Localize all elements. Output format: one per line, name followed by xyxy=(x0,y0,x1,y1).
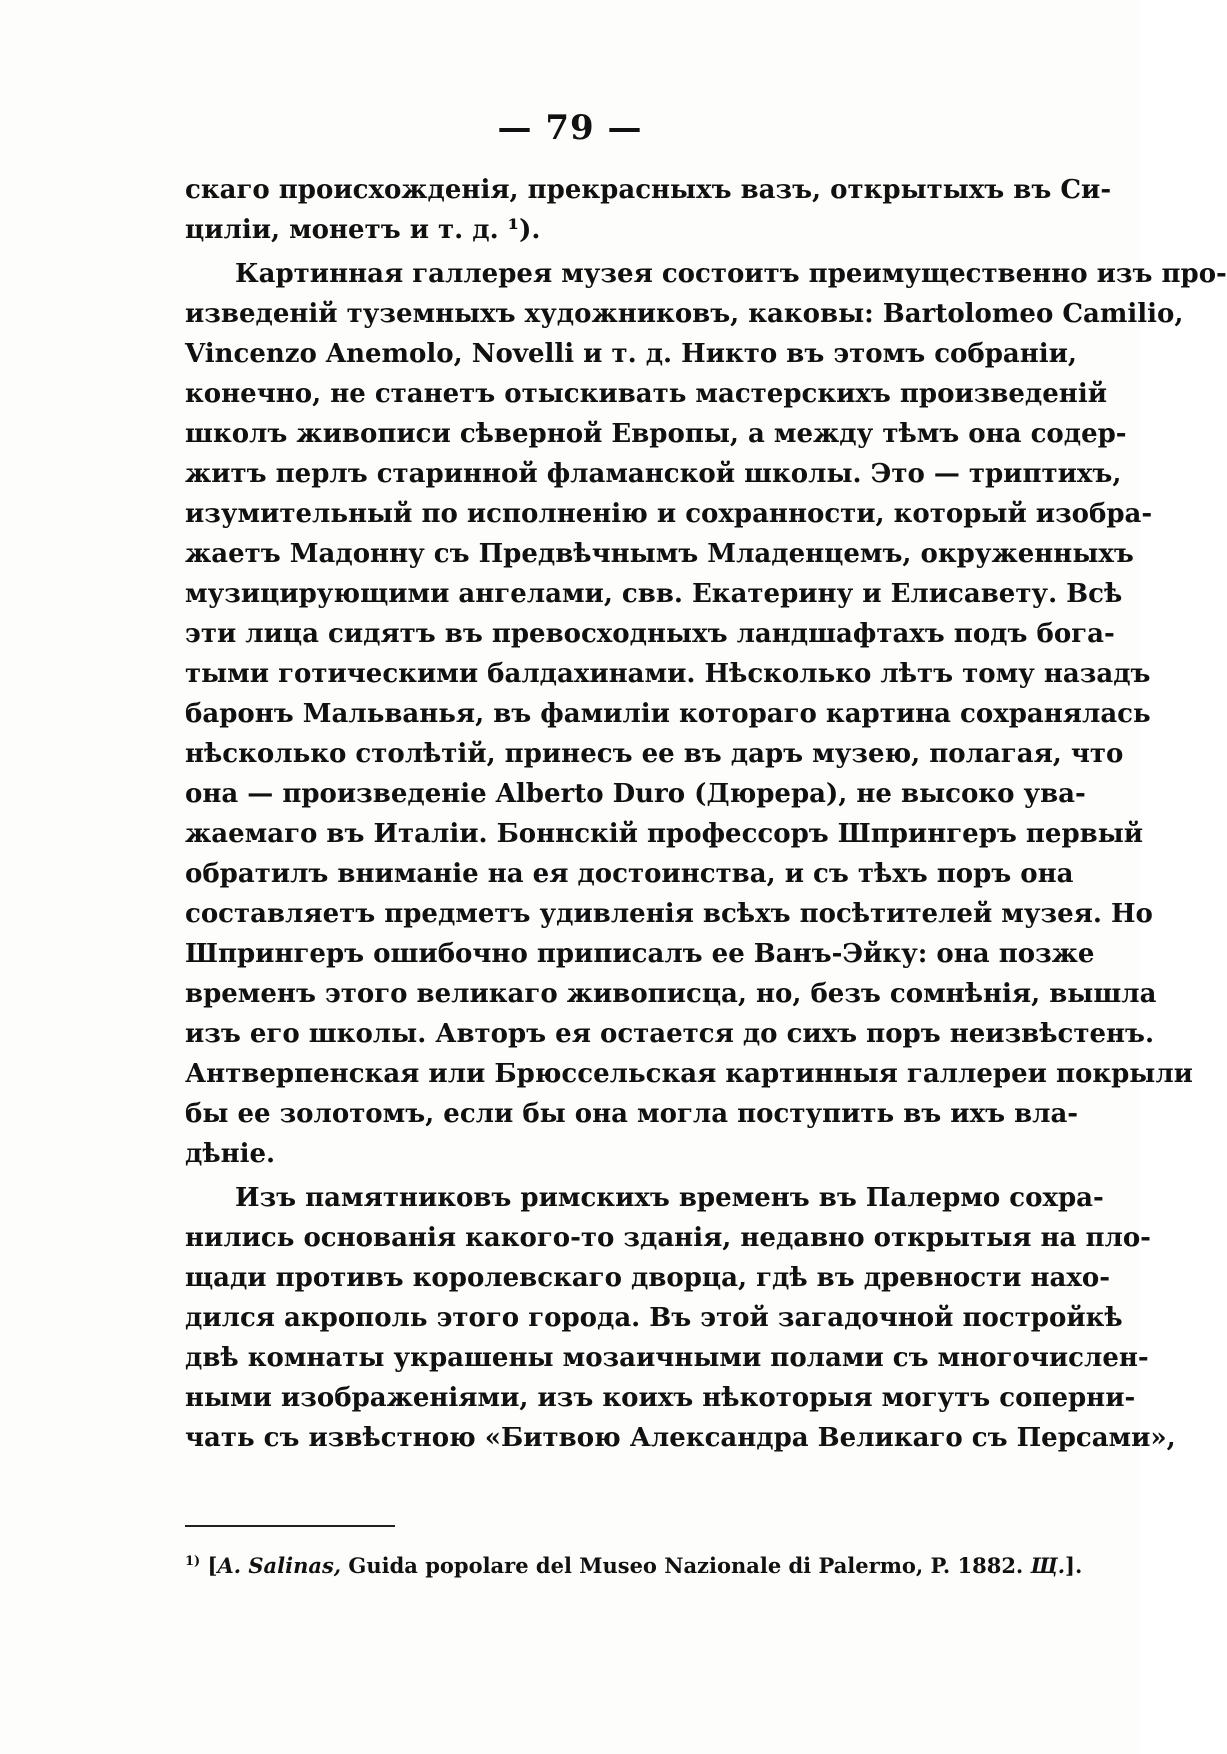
text-line: баронъ Мальванья, въ фамиліи котораго картина сохранялась xyxy=(185,699,1151,729)
footnote-title: Guida popolare del Museo Nazionale di Palermo, P. 1882. xyxy=(348,1553,1024,1578)
footnote-author: A. Salinas, xyxy=(217,1553,342,1578)
text-line: нились основанія какого-то зданія, недавно открытыя на пло- xyxy=(185,1223,1151,1253)
text-line: изумительный по исполненію и сохранности, который изобра- xyxy=(185,499,1153,529)
text-line: дился акрополь этого города. Въ этой загадочной постройкѣ xyxy=(185,1303,1123,1333)
text-line: двѣ комнаты украшены мозаичными полами съ многочислен- xyxy=(185,1343,1149,1373)
text-line: конечно, не станетъ отыскивать мастерскихъ произведеній xyxy=(185,379,1107,409)
text-line: бы ее золотомъ, если бы она могла поступить въ ихъ вла- xyxy=(185,1099,1079,1129)
text-line: изведеній туземныхъ художниковъ, каковы: Bartolomeo Camilio, xyxy=(185,299,1184,329)
footnote xyxy=(185,1547,1083,1581)
text-line: ными изображеніями, изъ коихъ нѣкоторыя могутъ соперни- xyxy=(185,1383,1136,1413)
text-line: Vincenzo Anemolo, Novelli и т. д. Никто въ этомъ собраніи, xyxy=(185,339,1077,369)
text-line: эти лица сидятъ въ превосходныхъ ландшафтахъ подъ бога- xyxy=(185,619,1115,649)
text-line: дѣніе. xyxy=(185,1139,276,1169)
text-line: чать съ извѣстною «Битвою Александра Великаго съ Персами», xyxy=(185,1423,1176,1453)
body-text xyxy=(185,170,1227,1458)
text-line: составляетъ предметъ удивленія всѣхъ посѣтителей музея. Но xyxy=(185,899,1153,929)
text-line: жаемаго въ Италіи. Боннскій профессоръ Шпрингеръ первый xyxy=(185,819,1144,849)
text-line: циліи, монетъ и т. д. ¹). xyxy=(185,215,541,245)
text-line: скаго происхожденія, прекрасныхъ вазъ, открытыхъ въ Си- xyxy=(185,175,1112,205)
text-line: изъ его школы. Авторъ ея остается до сихъ поръ неизвѣстенъ. xyxy=(185,1019,1155,1049)
text-line: щади противъ королевскаго дворца, гдѣ въ древности нахо- xyxy=(185,1263,1111,1293)
text-line: школъ живописи сѣверной Европы, а между тѣмъ она содер- xyxy=(185,419,1127,449)
footnote-signature: Щ. xyxy=(1030,1553,1066,1578)
text-line: временъ этого великаго живописца, но, безъ сомнѣнія, вышла xyxy=(185,979,1157,1009)
footnote-separator xyxy=(185,1525,395,1527)
text-line: тыми готическими балдахинами. Нѣсколько лѣтъ тому назадъ xyxy=(185,659,1151,689)
text-line: житъ перлъ старинной фламанской школы. Это — триптихъ, xyxy=(185,459,1122,489)
text-line: она — произведеніе Alberto Duro (Дюрера), не высоко ува- xyxy=(185,779,1086,809)
text-line: Изъ памятниковъ римскихъ временъ въ Палермо сохра- xyxy=(235,1183,1104,1213)
text-line: нѣсколько столѣтій, принесъ ее въ даръ музею, полагая, что xyxy=(185,739,1124,769)
text-line: жаетъ Мадонну съ Предвѣчнымъ Младенцемъ, окруженныхъ xyxy=(185,539,1134,569)
text-line: музицирующими ангелами, свв. Екатерину и Елисавету. Всѣ xyxy=(185,579,1123,609)
footnote-bracket-open: [ xyxy=(207,1553,218,1578)
text-line: обратилъ вниманіе на ея достоинства, и съ тѣхъ поръ она xyxy=(185,859,1074,889)
footnote-bracket-close: ]. xyxy=(1065,1553,1083,1578)
text-line: Картинная галлерея музея состоитъ преимущественно изъ про- xyxy=(235,259,1227,289)
text-line: Антверпенская или Брюссельская картинныя галлереи покрыли xyxy=(185,1059,1193,1089)
page-number: — 79 — xyxy=(497,108,643,148)
footnote-marker: 1) xyxy=(185,1554,201,1569)
text-line: Шпрингеръ ошибочно приписалъ ее Ванъ-Эйку: она позже xyxy=(185,939,1095,969)
